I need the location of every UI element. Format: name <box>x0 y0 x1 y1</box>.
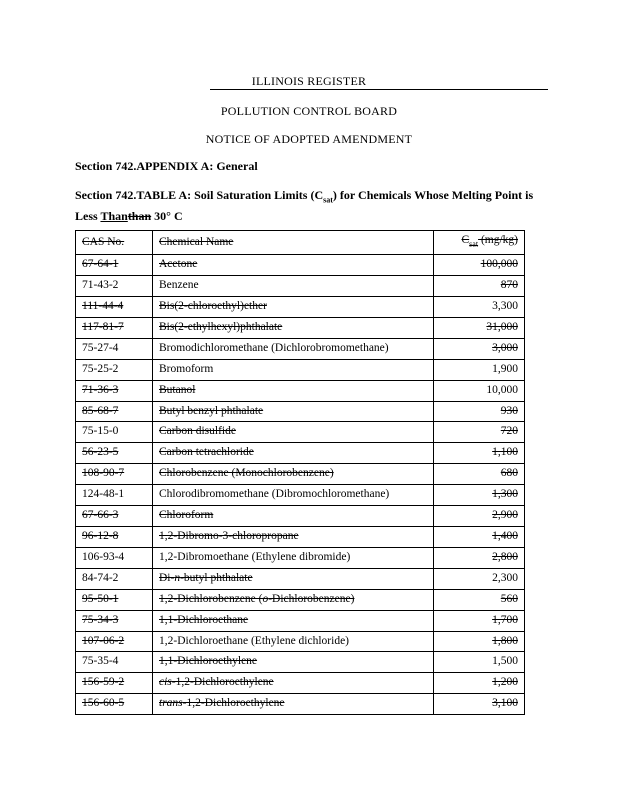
cas-number-cell: 117-81-7 <box>76 317 153 338</box>
table-heading-line2-end: 30° C <box>151 209 183 224</box>
csat-value-cell: 3,300 <box>434 297 525 318</box>
cas-number-cell: 75-34-3 <box>76 610 153 631</box>
table-row <box>76 338 525 359</box>
cas-number-cell: 71-36-3 <box>76 380 153 401</box>
chemical-name-cell: Carbon disulfide <box>153 422 434 443</box>
table-row <box>76 401 525 422</box>
chemical-name-cell <box>153 694 434 715</box>
chemical-name-part: -Dichlorobenzene) <box>268 592 355 605</box>
csat-value-cell: 720 <box>434 422 525 443</box>
chemical-name-cell: Chlorobenzene (Monochlorobenzene) <box>153 464 434 485</box>
chemical-name-cell: Bis(2-ethylhexyl)phthalate <box>153 317 434 338</box>
table-row <box>76 380 525 401</box>
csat-value-cell: 1,800 <box>434 631 525 652</box>
cas-number-cell: 56-23-5 <box>76 443 153 464</box>
csat-value-cell: 31,000 <box>434 317 525 338</box>
csat-value-cell: 3,100 <box>434 694 525 715</box>
cas-number-cell: 124-48-1 <box>76 485 153 506</box>
csat-value-cell: 1,400 <box>434 526 525 547</box>
csat-value-cell: 2,900 <box>434 506 525 527</box>
notice-title: NOTICE OF ADOPTED AMENDMENT <box>205 132 413 146</box>
cas-number-cell: 75-35-4 <box>76 652 153 673</box>
table-row <box>76 485 525 506</box>
cas-number-cell: 156-59-2 <box>76 673 153 694</box>
header-csat <box>434 231 525 255</box>
table-heading-sub: sat <box>323 195 333 205</box>
table-row <box>76 359 525 380</box>
chemical-name-part: -butyl phthalate <box>180 571 253 584</box>
chemical-name-cell: Chloroform <box>153 506 434 527</box>
chemical-name-cell: Bis(2-chloroethyl)ether <box>153 297 434 318</box>
csat-value-cell: 1,900 <box>434 359 525 380</box>
chemical-name-cell <box>153 673 434 694</box>
table-row <box>76 255 525 276</box>
section-heading: Section 742.APPENDIX A: General <box>75 159 258 173</box>
chemical-name-italic: o <box>262 592 269 605</box>
table-body <box>76 255 525 715</box>
table-row <box>76 547 525 568</box>
csat-value-cell: 1,200 <box>434 673 525 694</box>
csat-value-cell: 2,300 <box>434 568 525 589</box>
csat-value-cell: 1,100 <box>434 443 525 464</box>
table-row <box>76 673 525 694</box>
cas-number-cell: 75-25-2 <box>76 359 153 380</box>
header-cas: CAS No. <box>76 231 153 255</box>
cas-number-cell: 111-44-4 <box>76 297 153 318</box>
table-row <box>76 276 525 297</box>
cas-number-cell: 96-12-8 <box>76 526 153 547</box>
csat-value-cell: 560 <box>434 589 525 610</box>
table-row <box>76 526 525 547</box>
csat-value-cell: 100,000 <box>434 255 525 276</box>
cas-number-cell: 95-50-1 <box>76 589 153 610</box>
cas-number-cell: 75-15-0 <box>76 422 153 443</box>
chemical-name-italic: cis <box>159 676 172 689</box>
board-title: POLLUTION CONTROL BOARD <box>220 104 398 118</box>
chemical-name-cell: Carbon tetrachloride <box>153 443 434 464</box>
chemical-name-cell: Benzene <box>153 276 434 297</box>
csat-value-cell: 3,000 <box>434 338 525 359</box>
table-row <box>76 297 525 318</box>
chemical-name-part: -1,2-Dichloroethylene <box>182 697 285 710</box>
table-row <box>76 464 525 485</box>
header-csat-label: C <box>461 234 470 246</box>
saturation-limits-table <box>75 230 525 715</box>
chemical-name-cell <box>153 568 434 589</box>
register-title: ILLINOIS REGISTER <box>251 74 367 88</box>
csat-value-cell: 930 <box>434 401 525 422</box>
cas-number-cell: 84-74-2 <box>76 568 153 589</box>
chemical-name-cell: Butyl benzyl phthalate <box>153 401 434 422</box>
table-row <box>76 631 525 652</box>
csat-value-cell: 1,700 <box>434 610 525 631</box>
register-underline <box>210 89 548 90</box>
table-heading-suffix: ) for Chemicals Whose Melting Point is <box>332 188 534 202</box>
cas-number-cell: 156-60-5 <box>76 694 153 715</box>
cas-number-cell: 67-66-3 <box>76 506 153 527</box>
csat-value-cell: 870 <box>434 276 525 297</box>
chemical-name-italic: n <box>174 571 181 584</box>
csat-value-cell: 2,800 <box>434 547 525 568</box>
table-heading-prefix: Section 742.TABLE A: Soil Saturation Limits (C <box>75 188 324 202</box>
table-row <box>76 694 525 715</box>
chemical-name-cell <box>153 589 434 610</box>
cas-number-cell: 106-93-4 <box>76 547 153 568</box>
chemical-name-part: 1,2-Dichlorobenzene ( <box>159 592 263 605</box>
csat-value-cell: 1,300 <box>434 485 525 506</box>
table-heading-struck: than <box>127 209 152 224</box>
table-header-row <box>76 231 525 255</box>
cas-number-cell: 85-68-7 <box>76 401 153 422</box>
header-csat-unit: (mg/kg) <box>478 234 518 246</box>
header-chemical-name: Chemical Name <box>153 231 434 255</box>
cas-number-cell: 108-90-7 <box>76 464 153 485</box>
cas-number-cell: 71-43-2 <box>76 276 153 297</box>
chemical-name-cell: Bromodichloromethane (Dichlorobromomethane) <box>153 338 434 359</box>
chemical-name-cell: Chlorodibromomethane (Dibromochloromethane) <box>153 485 434 506</box>
table-heading <box>75 187 555 224</box>
chemical-name-part: -1,2-Dichloroethylene <box>171 676 274 689</box>
csat-value-cell: 1,500 <box>434 652 525 673</box>
csat-value-cell: 680 <box>434 464 525 485</box>
chemical-name-cell: 1,2-Dibromoethane (Ethylene dibromide) <box>153 547 434 568</box>
saturation-limits-table-wrap <box>75 230 525 715</box>
table-row <box>76 610 525 631</box>
chemical-name-cell: 1,2-Dibromo-3-chloropropane <box>153 526 434 547</box>
table-heading-inserted: Than <box>100 209 128 224</box>
header-csat-sub: sat <box>469 239 479 249</box>
cas-number-cell: 75-27-4 <box>76 338 153 359</box>
chemical-name-cell: 1,2-Dichloroethane (Ethylene dichloride) <box>153 631 434 652</box>
chemical-name-cell: Butanol <box>153 380 434 401</box>
table-row <box>76 422 525 443</box>
table-row <box>76 443 525 464</box>
chemical-name-cell: Bromoform <box>153 359 434 380</box>
chemical-name-italic: trans <box>159 697 183 710</box>
table-row <box>76 568 525 589</box>
cas-number-cell: 107-06-2 <box>76 631 153 652</box>
chemical-name-part: Di- <box>159 571 175 584</box>
table-row <box>76 317 525 338</box>
csat-value-cell: 10,000 <box>434 380 525 401</box>
table-row <box>76 589 525 610</box>
cas-number-cell: 67-64-1 <box>76 255 153 276</box>
chemical-name-cell: 1,1-Dichloroethylene <box>153 652 434 673</box>
chemical-name-cell: Acetone <box>153 255 434 276</box>
table-row <box>76 652 525 673</box>
table-row <box>76 506 525 527</box>
table-heading-line2-start: Less <box>75 209 101 224</box>
chemical-name-cell: 1,1-Dichloroethane <box>153 610 434 631</box>
